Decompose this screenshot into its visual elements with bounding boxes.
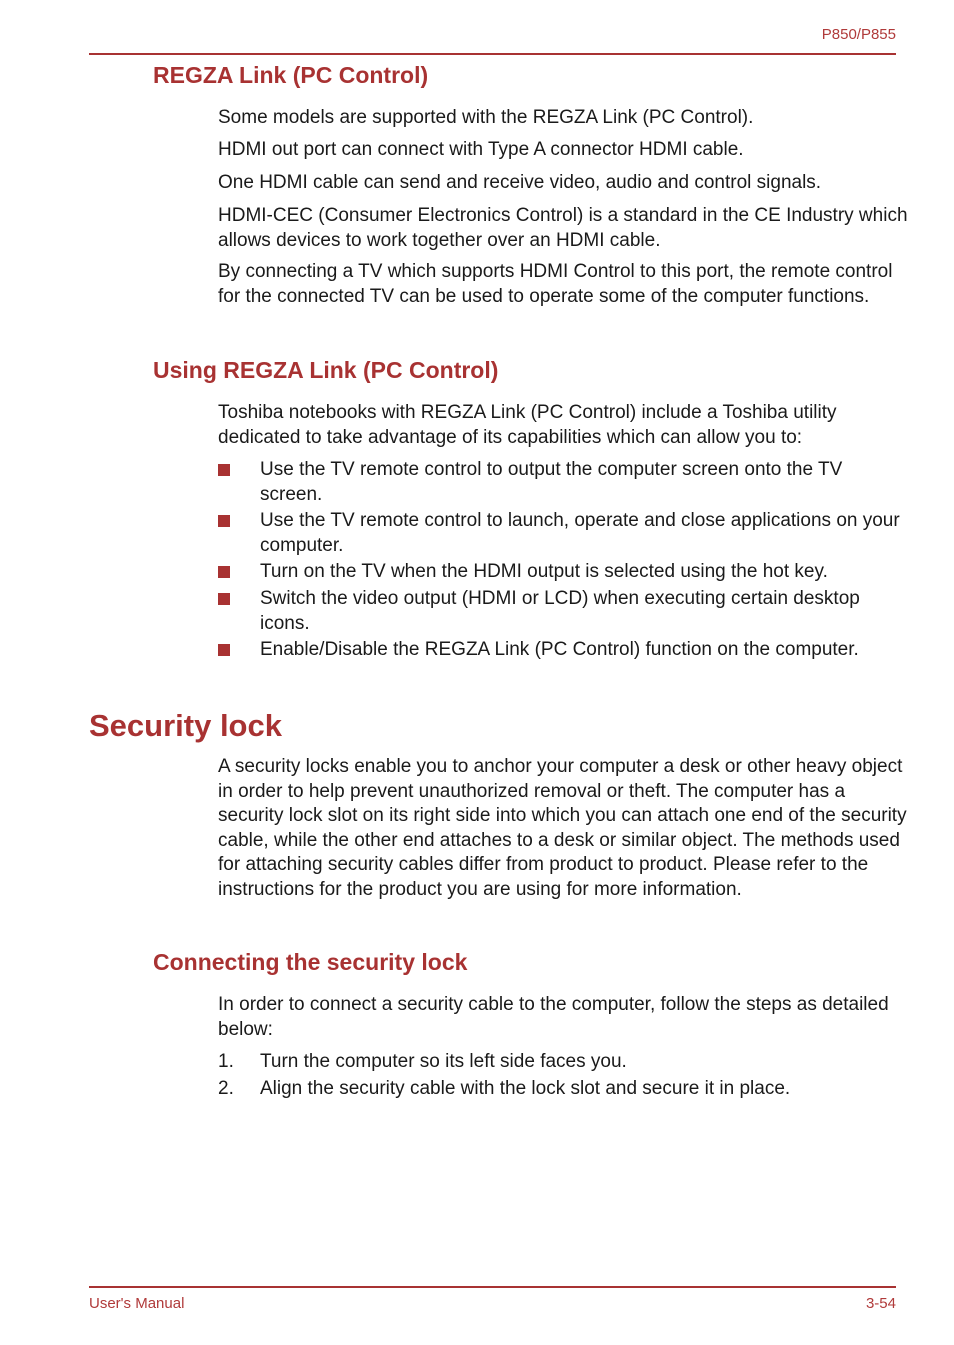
paragraph: Toshiba notebooks with REGZA Link (PC Control) include a Toshiba utility dedicated to take advantage of its capabilities which can allow you to: — [218, 402, 837, 448]
step-number: 2. — [218, 1078, 234, 1099]
list-item-text: Enable/Disable the REGZA Link (PC Control) function on the computer. — [260, 639, 859, 660]
list-item-text: Use the TV remote control to launch, operate and close applications on your computer. — [260, 510, 900, 556]
header-rule — [89, 53, 896, 55]
list-item-text: Use the TV remote control to output the computer screen onto the TV screen. — [260, 459, 843, 505]
paragraph: One HDMI cable can send and receive video, audio and control signals. — [218, 172, 822, 193]
header-model: P850/P855 — [821, 26, 896, 43]
heading-connecting-security-lock: Connecting the security lock — [153, 949, 468, 975]
numbered-list-item — [218, 1050, 908, 1075]
heading-security-lock: Security lock — [89, 708, 282, 743]
list-item — [218, 560, 908, 585]
footer-rule — [89, 1286, 896, 1288]
bullet-square-icon — [218, 593, 230, 605]
step-number: 1. — [218, 1051, 234, 1072]
paragraph: HDMI-CEC (Consumer Electronics Control) is a standard in the CE Industry which allows devices to work together over an HDMI cable. — [218, 205, 908, 251]
list-item-text: Turn on the TV when the HDMI output is selected using the hot key. — [260, 561, 828, 582]
bullet-square-icon — [218, 464, 230, 476]
paragraph: Some models are supported with the REGZA Link (PC Control). — [218, 107, 754, 128]
list-item — [218, 509, 908, 558]
bullet-square-icon — [218, 515, 230, 527]
step-text: Turn the computer so its left side faces you. — [260, 1051, 627, 1072]
footer-page-number: 3-54 — [865, 1295, 896, 1312]
footer-manual-label: User's Manual — [89, 1295, 185, 1312]
bullet-square-icon — [218, 644, 230, 656]
heading-regza-link: REGZA Link (PC Control) — [153, 62, 429, 88]
paragraph: By connecting a TV which supports HDMI Control to this port, the remote control for the connected TV can be used to operate some of the computer functions. — [218, 261, 893, 307]
bullet-square-icon — [218, 566, 230, 578]
list-item-text: Switch the video output (HDMI or LCD) when executing certain desktop icons. — [260, 588, 860, 634]
list-item — [218, 587, 908, 636]
list-item — [218, 638, 908, 663]
paragraph: A security locks enable you to anchor your computer a desk or other heavy object in order to help prevent unauthorized removal or theft. The computer has a security lock slot on its right side into which you can attach one end of the security cable, while the other end attaches to a desk or similar object. The methods used for attaching security cables differ from product to product. Please refer to the instructions for the product you are using for more information. — [218, 756, 907, 900]
heading-using-regza-link: Using REGZA Link (PC Control) — [153, 357, 499, 383]
list-item — [218, 458, 908, 507]
paragraph: HDMI out port can connect with Type A connector HDMI cable. — [218, 139, 744, 160]
step-text: Align the security cable with the lock slot and secure it in place. — [260, 1078, 791, 1099]
numbered-list-item — [218, 1077, 908, 1102]
paragraph: In order to connect a security cable to the computer, follow the steps as detailed below: — [218, 994, 889, 1040]
